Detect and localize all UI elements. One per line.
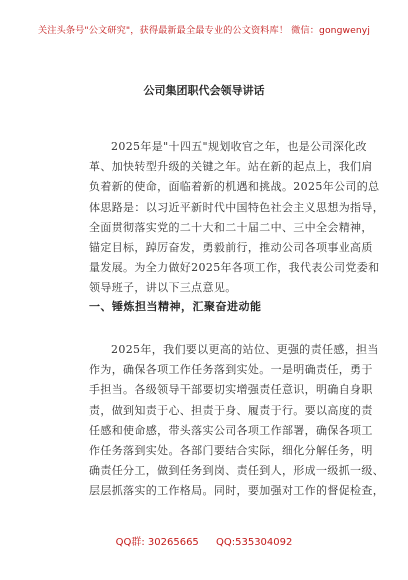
section-heading-1: 一、锤炼担当精神，汇聚奋进动能	[89, 300, 262, 313]
paragraph-line: 2025年是"十四五"规划收官之年，也是公司深化改	[111, 140, 367, 153]
paragraph-line: 锚定目标，踔厉奋发，勇毅前行，推动公司各项事业高质	[89, 241, 373, 255]
header-promo-note: 关注头条号"公文研究"，获得最新最全最专业的公文资料库！ 微信：gongwenyj	[38, 25, 370, 36]
paragraph-line: 手担当。各级领导干部要切实增强责任意识，明确自身职	[89, 383, 373, 397]
paragraph-line: 革、加快转型升级的关键之年。站在新的起点上，我们肩	[89, 160, 373, 174]
paragraph-line: 全面贯彻落实党的二十大和二十届二中、三中全会精神，	[89, 220, 373, 234]
document-title: 公司集团职代会领导讲话	[143, 84, 265, 97]
paragraph-line: 作为，确保各项工作任务落到实处。一是明确责任，勇于	[89, 363, 373, 377]
paragraph-section1	[89, 340, 385, 502]
paragraph-line: 作任务落到实处。各部门要结合实际，细化分解任务，明	[89, 444, 373, 458]
paragraph-line: 2025年，我们要以更高的站位、更强的责任感，担当	[111, 343, 379, 356]
footer-qq-group: QQ群: 30265665	[115, 537, 199, 548]
paragraph-line: 量发展。为全力做好2025年各项工作，我代表公司党委和	[89, 261, 380, 275]
paragraph-line: 层层抓落实的工作格局。同时，要加强对工作的督促检查，	[89, 484, 385, 498]
footer-qq-number: QQ:535304092	[216, 537, 293, 548]
paragraph-line: 体思路是：以习近平新时代中国特色社会主义思想为指导，	[89, 200, 385, 214]
paragraph-line: 责，做到知责于心、担责于身、履责于行。要以高度的责	[89, 403, 373, 417]
footer-contact	[0, 533, 408, 548]
paragraph-intro	[89, 137, 385, 299]
paragraph-line: 任感和使命感，带头落实公司各项工作部署，确保各项工	[89, 423, 373, 437]
paragraph-line: 领导班子，讲以下三点意见。	[89, 281, 237, 295]
paragraph-line: 负着新的使命，面临着新的机遇和挑战。2025年公司的总	[89, 180, 380, 194]
paragraph-line: 确责任分工，做到任务到岗、责任到人，形成一级抓一级、	[89, 464, 385, 478]
